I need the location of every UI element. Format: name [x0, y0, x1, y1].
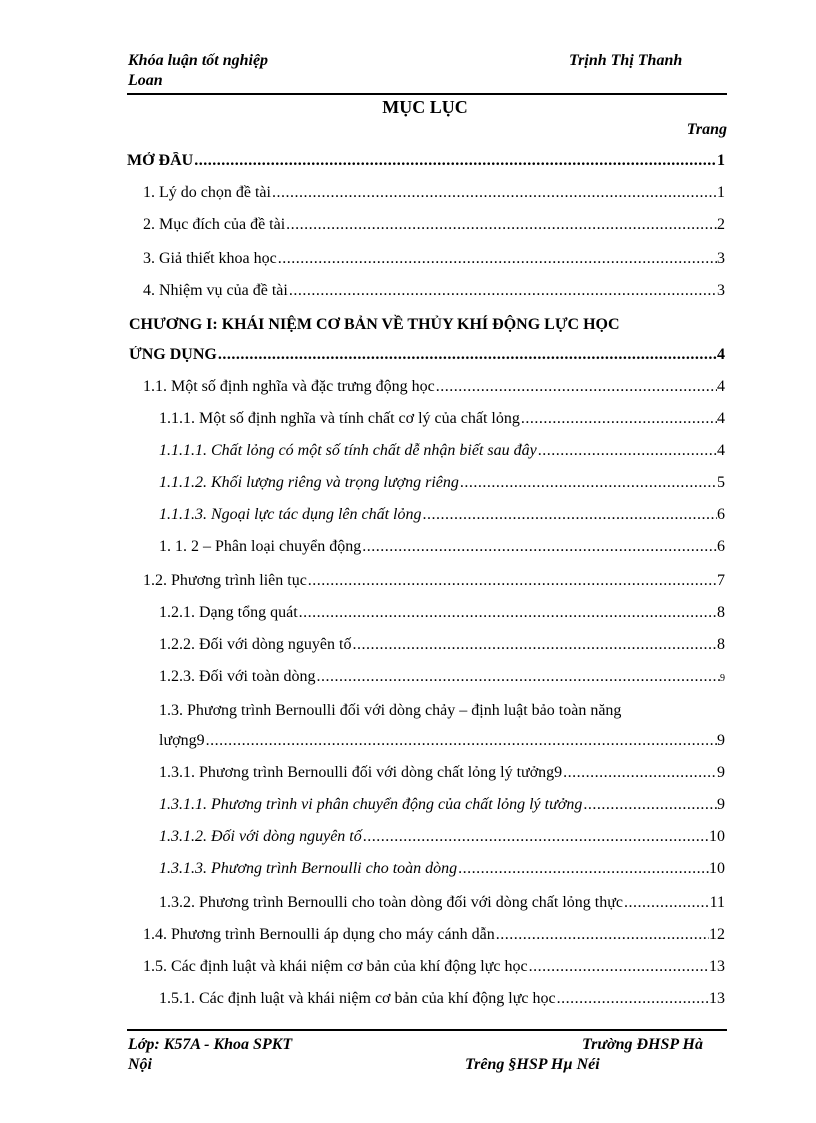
toc-entry[interactable] — [159, 668, 725, 690]
toc-entry[interactable] — [143, 282, 725, 304]
toc-page-number: 9 — [717, 764, 725, 781]
toc-entry-text: 1.1.1.2. Khối lượng riêng và trọng lượng riêng — [159, 474, 459, 491]
dot-leader — [435, 378, 717, 396]
toc-entry[interactable] — [143, 958, 725, 980]
footer-right-line1: Trường ĐHSP Hà — [582, 1036, 703, 1053]
toc-entry[interactable] — [159, 990, 725, 1012]
toc-entry[interactable] — [129, 346, 725, 368]
dot-leader — [315, 668, 720, 686]
dot-leader — [298, 604, 717, 622]
toc-entry-text: 1.2.1. Dạng tổng quát — [159, 604, 298, 621]
page-column-label: Trang — [686, 121, 727, 138]
toc-entry-text: 1.3.2. Phương trình Bernoulli cho toàn dòng đối với dòng chất lỏng thực — [159, 894, 623, 911]
toc-entry[interactable] — [159, 860, 725, 882]
toc-entry-text: 1.5.1. Các định luật và khái niệm cơ bản của khí động lực học — [159, 990, 556, 1007]
toc-entry-text: 1.3. Phương trình Bernoulli đối với dòng chảy – định luật bảo toàn năng — [159, 702, 622, 719]
toc-entry-text: lượng9 — [159, 732, 205, 749]
toc-page-number: 9 — [720, 673, 725, 684]
toc-page-number: 1 — [717, 152, 725, 169]
toc-entry[interactable] — [143, 250, 725, 272]
toc-entry-text: MỞ ĐẦU — [127, 152, 194, 169]
toc-page-number: 12 — [709, 926, 725, 943]
toc-page-number: 5 — [717, 474, 725, 491]
dot-leader — [562, 764, 717, 782]
toc-entry[interactable] — [143, 926, 725, 948]
toc-page-number: 4 — [717, 442, 725, 459]
toc-page-number: 10 — [709, 828, 725, 845]
toc-page-number: 4 — [717, 410, 725, 427]
dot-leader — [217, 346, 717, 364]
toc-page-number: 2 — [717, 216, 725, 233]
header-right: Trịnh Thị Thanh — [569, 52, 683, 69]
toc-entry[interactable] — [159, 894, 725, 916]
footer-left-line1: Lớp: K57A - Khoa SPKT — [128, 1036, 293, 1053]
toc-page-number: 13 — [709, 958, 725, 975]
toc-entry-text: 1.1.1. Một số định nghĩa và tính chất cơ lý của chất lỏng — [159, 410, 520, 427]
page-title: MỤC LỤC — [382, 97, 468, 117]
dot-leader — [285, 216, 717, 234]
toc-entry[interactable] — [159, 604, 725, 626]
dot-leader — [288, 282, 717, 300]
toc-page-number: 8 — [717, 636, 725, 653]
toc-entry-text: 1.1. Một số định nghĩa và đặc trưng động học — [143, 378, 435, 395]
toc-entry-text: 4. Nhiệm vụ của đề tài — [143, 282, 288, 299]
dot-leader — [520, 410, 717, 428]
toc-page-number: 1 — [717, 184, 725, 201]
dot-leader — [459, 474, 717, 492]
toc-entry-text: 1.1.1.1. Chất lỏng có một số tính chất dễ nhận biết sau đây — [159, 442, 537, 459]
toc-entry[interactable] — [159, 636, 725, 658]
toc-entry[interactable] — [143, 572, 725, 594]
dot-leader — [537, 442, 717, 460]
toc-page-number: 9 — [717, 796, 725, 813]
dot-leader — [556, 990, 709, 1008]
footer-left — [128, 1035, 292, 1075]
toc-page-number: 3 — [717, 282, 725, 299]
toc-page-number: 13 — [709, 990, 725, 1007]
toc-entry-text: 1.3.1.3. Phương trình Bernoulli cho toàn dòng — [159, 860, 458, 877]
toc-page-number: 8 — [717, 604, 725, 621]
toc-entry-text: 1.2. Phương trình liên tục — [143, 572, 307, 589]
toc-page-number: 9 — [717, 732, 725, 749]
toc-page-number: 6 — [717, 538, 725, 555]
dot-leader — [271, 184, 717, 202]
toc-entry-text: 1. Lý do chọn đề tài — [143, 184, 271, 201]
toc-entry[interactable] — [127, 152, 725, 174]
toc-page-number: 10 — [709, 860, 725, 877]
toc-entry[interactable] — [159, 764, 725, 786]
dot-leader — [205, 732, 717, 750]
toc-entry-text: 1.4. Phương trình Bernoulli áp dụng cho máy cánh dẫn — [143, 926, 495, 943]
toc-entry[interactable] — [159, 732, 725, 754]
dot-leader — [351, 636, 717, 654]
toc-entry[interactable] — [143, 216, 725, 238]
toc-entry-text: 1.3.1.2. Đối với dòng nguyên tố — [159, 828, 362, 845]
toc-entry-text: CHƯƠNG I: KHÁI NIỆM CƠ BẢN VỀ THỦY KHÍ ĐỘNG LỰC HỌC — [129, 316, 620, 333]
dot-leader — [457, 860, 709, 878]
dot-leader — [528, 958, 709, 976]
toc-page-number: 4 — [717, 378, 725, 395]
toc-entry-text: 1. 1. 2 – Phân loại chuyển động — [159, 538, 362, 555]
toc-page-number: 3 — [717, 250, 725, 267]
toc-entry[interactable] — [159, 474, 725, 496]
toc-entry-text: 1.2.3. Đối với toàn dòng — [159, 668, 316, 685]
toc-entry[interactable] — [159, 410, 725, 432]
toc-page-number: 6 — [717, 506, 725, 523]
toc-entry-text: 1.5. Các định luật và khái niệm cơ bản của khí động lực học — [143, 958, 528, 975]
dot-leader — [361, 538, 717, 556]
footer-rule — [127, 1029, 727, 1031]
toc-entry-text: 3. Giả thiết khoa học — [143, 250, 277, 267]
dot-leader — [277, 250, 717, 268]
dot-leader — [193, 152, 717, 170]
dot-leader — [582, 796, 717, 814]
dot-leader — [623, 894, 710, 912]
toc-entry-text: 2. Mục đích của đề tài — [143, 216, 286, 233]
toc-entry[interactable] — [159, 828, 725, 850]
toc-entry-text: ỨNG DỤNG — [129, 346, 217, 363]
toc-entry[interactable] — [159, 796, 725, 818]
toc-page-number: 4 — [717, 346, 725, 363]
toc-entry-text: 1.3.1.1. Phương trình vi phân chuyển động của chất lỏng lý tưởng — [159, 796, 583, 813]
toc-entry-text: 1.2.2. Đối với dòng nguyên tố — [159, 636, 352, 653]
header-left-line1: Khóa luận tốt nghiệp — [128, 52, 269, 69]
header-left-line2: Loan — [128, 72, 163, 89]
dot-leader — [421, 506, 717, 524]
toc-entry[interactable] — [159, 442, 725, 464]
dot-leader — [307, 572, 717, 590]
toc-entry[interactable] — [159, 538, 725, 560]
toc-entry[interactable] — [143, 184, 725, 206]
toc-entry-text: 1.1.1.3. Ngoại lực tác dụng lên chất lỏng — [159, 506, 422, 523]
toc-page-number: 7 — [717, 572, 725, 589]
footer-left-line2: Nội — [128, 1056, 152, 1073]
toc-entry[interactable] — [159, 506, 725, 528]
toc-page-number: 11 — [709, 894, 725, 911]
dot-leader — [495, 926, 709, 944]
toc-entry-text: 1.3.1. Phương trình Bernoulli đối với dòng chất lỏng lý tưởng9 — [159, 764, 563, 781]
footer-right-line2: Trêng §HSP Hµ Néi — [465, 1056, 600, 1073]
toc-entry[interactable] — [143, 378, 725, 400]
dot-leader — [362, 828, 709, 846]
